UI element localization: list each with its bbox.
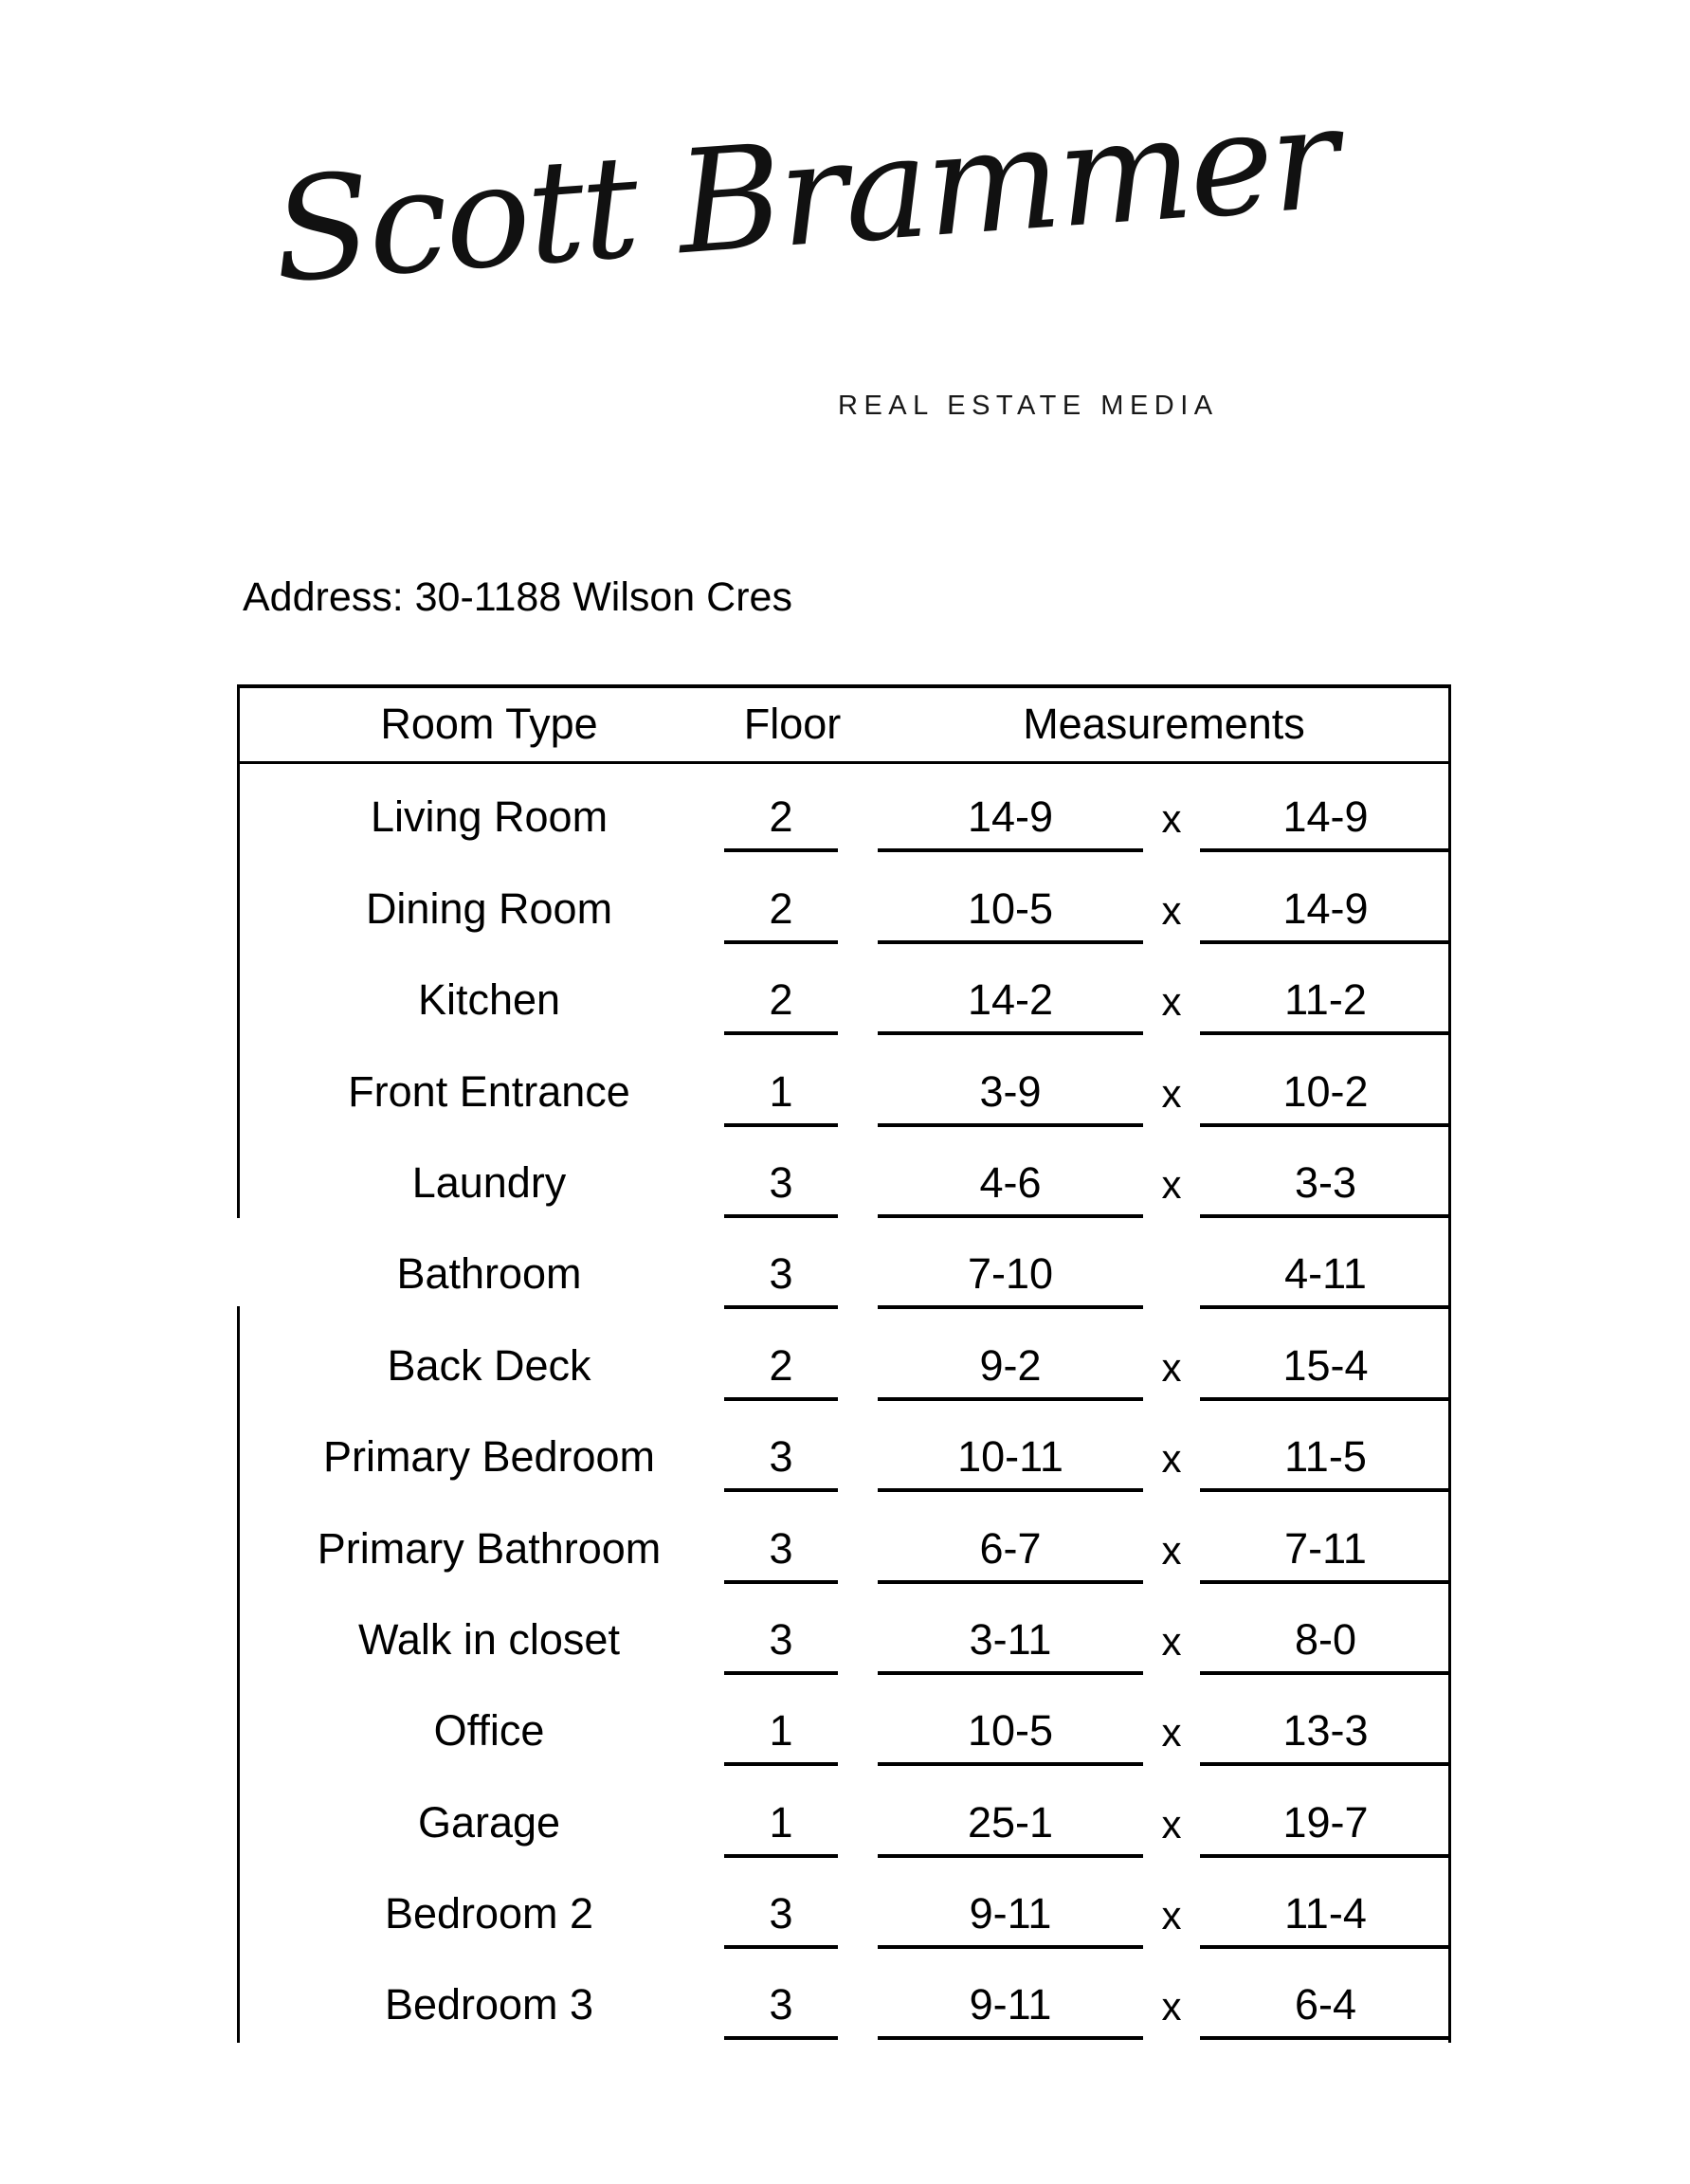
measurement1-blank: 25-1 [878,1798,1143,1858]
address-line: Address: 30-1188 Wilson Cres [243,574,792,620]
measurement2-blank: 11-2 [1200,975,1451,1035]
room-name: Kitchen [417,975,561,1025]
room-name: Back Deck [387,1340,591,1390]
measurement1-blank: 10-5 [878,884,1143,944]
x-separator: x [1161,1161,1182,1207]
x-separator: x [1161,1527,1182,1573]
table-row [237,1584,1451,1675]
room-name: Primary Bedroom [322,1432,656,1482]
room-name: Office [433,1706,545,1756]
measurement2-blank: 19-7 [1200,1798,1451,1858]
measurement2-blank: 7-11 [1200,1524,1451,1584]
room-name: Living Room [370,792,609,842]
column-header-room-type: Room Type [380,700,598,748]
floor-value-blank: 3 [724,1524,838,1584]
brand-subtitle: REAL ESTATE MEDIA [838,391,1219,421]
table-row [237,1309,1451,1400]
measurement1-blank: 9-11 [878,1889,1143,1949]
measurement2-blank: 14-9 [1200,792,1451,852]
room-name: Bathroom [396,1249,582,1299]
x-separator: x [1161,1710,1182,1756]
table-row [237,1858,1451,1949]
x-separator: x [1161,1344,1182,1390]
measurement2-blank: 15-4 [1200,1341,1451,1401]
column-header-floor: Floor [743,700,842,748]
room-name: Walk in closet [358,1614,620,1664]
room-name: Bedroom 2 [384,1889,594,1938]
measurement2-blank: 6-4 [1200,1980,1451,2040]
floor-value-blank: 2 [724,975,838,1035]
x-separator: x [1161,887,1182,933]
floor-value-blank: 3 [724,1980,838,2040]
measurement1-blank: 14-2 [878,975,1143,1035]
room-name: Laundry [411,1157,567,1207]
floor-value-blank: 1 [724,1067,838,1127]
x-separator: x [1161,796,1182,842]
floor-value-blank: 3 [724,1249,838,1309]
room-name: Dining Room [365,883,613,933]
table-row [237,1035,1451,1126]
x-separator: x [1161,979,1182,1025]
table-row [237,1949,1451,2040]
floor-value-blank: 1 [724,1798,838,1858]
table-row [237,1492,1451,1583]
x-separator: x [1161,1070,1182,1116]
table-row [237,1766,1451,1857]
floor-value-blank: 2 [724,1341,838,1401]
floor-value-blank: 3 [724,1432,838,1492]
table-row [237,1401,1451,1492]
measurement1-blank: 4-6 [878,1158,1143,1218]
floor-value-blank: 3 [724,1615,838,1675]
measurement2-blank: 14-9 [1200,884,1451,944]
table-row [237,1127,1451,1218]
x-separator: x [1161,1893,1182,1938]
table-row [237,761,1451,852]
floor-value-blank: 1 [724,1706,838,1766]
measurement1-blank: 3-9 [878,1067,1143,1127]
table-row [237,1218,1451,1309]
x-separator: x [1161,1618,1182,1664]
floor-value-blank: 3 [724,1889,838,1949]
measurement2-blank: 10-2 [1200,1067,1451,1127]
measurement2-blank: 11-5 [1200,1432,1451,1492]
measurement2-blank: 11-4 [1200,1889,1451,1949]
x-separator: x [1161,1436,1182,1482]
room-name: Garage [417,1797,561,1847]
measurement1-blank: 9-2 [878,1341,1143,1401]
floor-value-blank: 3 [724,1158,838,1218]
x-separator: x [1161,1801,1182,1847]
measurement1-blank: 10-5 [878,1706,1143,1766]
measurement2-blank: 8-0 [1200,1615,1451,1675]
table-row [237,944,1451,1035]
measurement1-blank: 7-10 [878,1249,1143,1309]
floor-value-blank: 2 [724,884,838,944]
floor-value-blank: 2 [724,792,838,852]
brand-signature-logo: Scott Brammer [267,76,1341,315]
measurement1-blank: 6-7 [878,1524,1143,1584]
measurement2-blank: 13-3 [1200,1706,1451,1766]
x-separator: x [1161,1984,1182,2029]
measurement1-blank: 10-11 [878,1432,1143,1492]
measurement2-blank: 3-3 [1200,1158,1451,1218]
measurement1-blank: 3-11 [878,1615,1143,1675]
room-name: Primary Bathroom [317,1523,662,1573]
measurement1-blank: 9-11 [878,1980,1143,2040]
room-name: Bedroom 3 [384,1980,594,2029]
table-row [237,852,1451,943]
column-header-measurements: Measurements [1023,700,1305,748]
measurement2-blank: 4-11 [1200,1249,1451,1309]
table-row [237,1675,1451,1766]
room-name: Front Entrance [348,1066,630,1116]
measurements-table [237,684,1451,2043]
measurement1-blank: 14-9 [878,792,1143,852]
table-rows [237,761,1451,2040]
